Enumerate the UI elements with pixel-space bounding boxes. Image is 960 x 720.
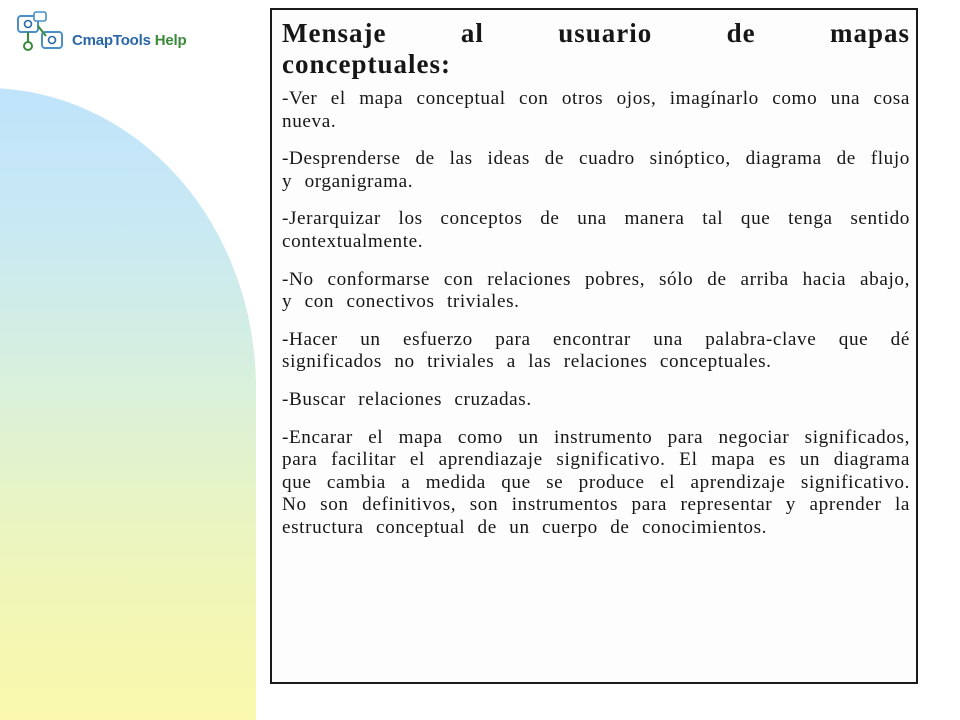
- paragraph: -Buscar relaciones cruzadas.: [282, 388, 532, 410]
- paragraph: -Ver el mapa conceptual con otros ojos, imagínarlo como una cosa nueva.: [282, 88, 910, 132]
- left-decorative-panel: [0, 0, 256, 720]
- document-title: Mensaje al usuario de mapas conceptuales:: [282, 18, 910, 79]
- paragraph: -Hacer un esfuerzo para encontrar una palabra-clave que dé significados no triviales a las relaciones conceptuales.: [282, 328, 910, 373]
- logo-text: [72, 32, 186, 49]
- paragraph: -No conformarse con relaciones pobres, sólo de arriba hacia abajo, y con conectivos triviales.: [282, 268, 910, 313]
- gradient-shape: [0, 88, 256, 720]
- paragraph: -Desprenderse de las ideas de cuadro sinóptico, diagrama de flujo y organigrama.: [282, 148, 910, 192]
- document-scan: [270, 8, 918, 684]
- cmaptools-logo-icon: [14, 10, 66, 52]
- logo-suffix: Help: [154, 31, 187, 49]
- logo-brand: CmapTools: [72, 31, 151, 49]
- paragraph: -Jerarquizar los conceptos de una manera tal que tenga sentido contextualmente.: [282, 208, 910, 252]
- paragraph: -Encarar el mapa como un instrumento para negociar significados, para facilitar el aprendiazaje significativo. El mapa es un diagrama que cambia a medida que se produce el aprendizaje significativo. No son definitivos, son instrumentos para representar y aprender la estructura conceptual de un cuerpo de conocimientos.: [282, 426, 910, 538]
- cmaptools-logo: [14, 10, 186, 52]
